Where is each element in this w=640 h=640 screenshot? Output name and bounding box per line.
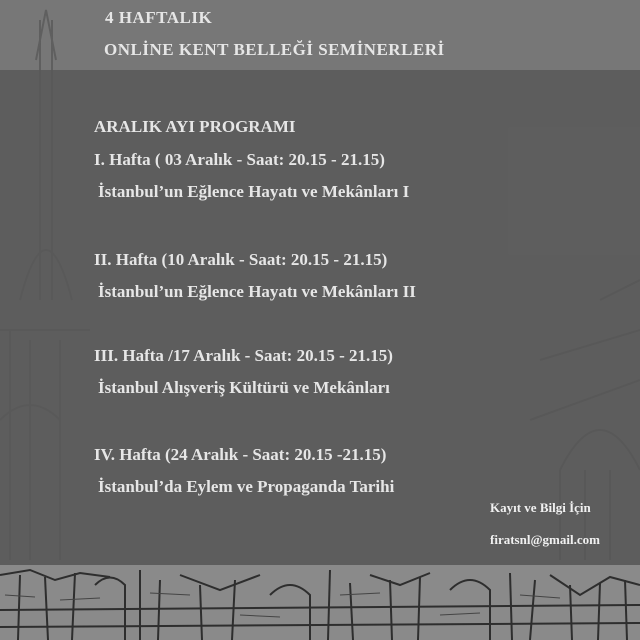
week-3-label: III. Hafta /17 Aralık - Saat: 20.15 - 21.15): [94, 346, 393, 365]
contact-label: Kayıt ve Bilgi İçin: [490, 500, 591, 515]
week-1-label: I. Hafta ( 03 Aralık - Saat: 20.15 - 21.15): [94, 150, 385, 169]
street-sketch: [0, 565, 640, 640]
week-3-topic: İstanbul Alışveriş Kültürü ve Mekȃnları: [98, 378, 390, 397]
poster-subtitle: 4 HAFTALIK: [105, 8, 213, 27]
contact-email[interactable]: firatsnl@gmail.com: [490, 532, 600, 547]
week-2-topic: İstanbul’un Eğlence Hayatı ve Mekȃnları II: [98, 282, 416, 301]
week-4-topic: İstanbul’da Eylem ve Propaganda Tarihi: [98, 477, 395, 496]
program-heading: ARALIK AYI PROGRAMI: [94, 117, 296, 136]
week-1-topic: İstanbul’un Eğlence Hayatı ve Mekȃnları I: [98, 182, 410, 201]
poster-title: ONLİNE KENT BELLEĞİ SEMİNERLERİ: [104, 40, 445, 59]
week-2-label: II. Hafta (10 Aralık - Saat: 20.15 - 21.15): [94, 250, 388, 269]
week-4-label: IV. Hafta (24 Aralık - Saat: 20.15 -21.15): [94, 445, 387, 464]
